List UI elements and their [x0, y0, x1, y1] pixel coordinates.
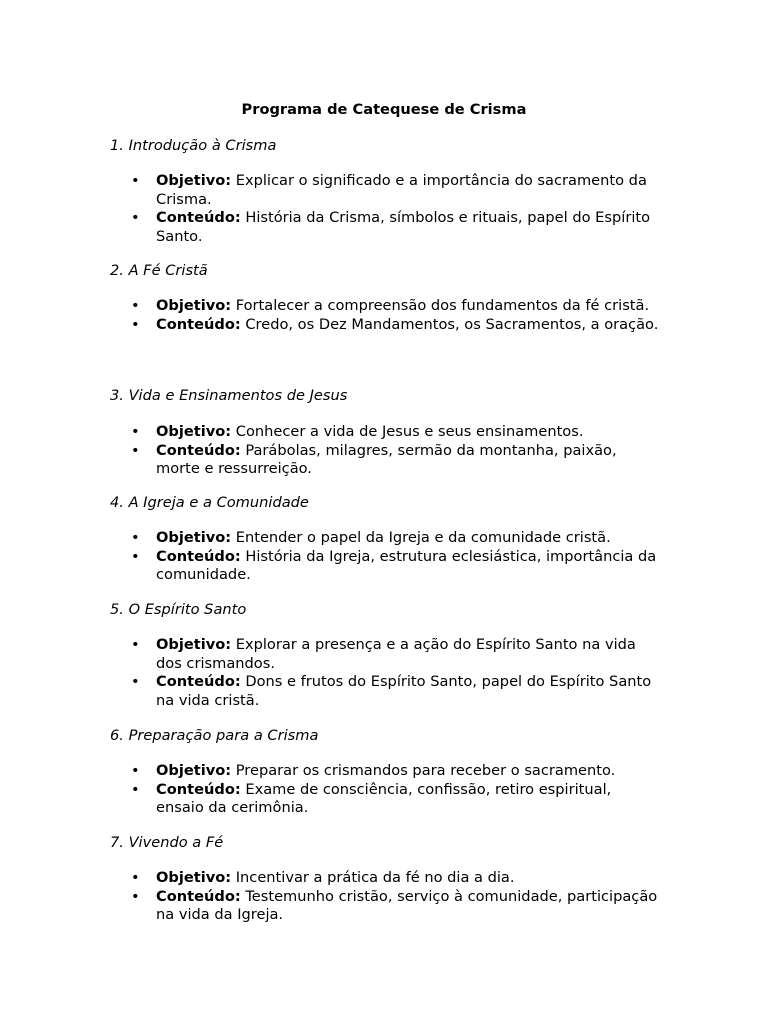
- bullet-icon: •: [131, 636, 140, 653]
- section-heading-6: 6. Preparação para a Crisma: [110, 727, 319, 744]
- objetivo-label: Objetivo:: [156, 529, 232, 546]
- conteudo-text: Parábolas, milagres, sermão da montanha, paixão, morte e ressurreição.: [156, 441, 617, 477]
- conteudo-label: Conteúdo:: [156, 441, 241, 459]
- objetivo-label: Objetivo:: [156, 636, 232, 653]
- objetivo-label: Objetivo:: [156, 869, 232, 886]
- section-4-list: [131, 529, 661, 585]
- document-title: Programa de Catequese de Crisma: [241, 101, 527, 118]
- section-heading-2: 2. A Fé Cristã: [110, 262, 208, 279]
- list-item: [131, 529, 661, 548]
- bullet-icon: •: [131, 172, 140, 189]
- bullet-icon: •: [131, 887, 140, 905]
- list-item: [131, 442, 661, 479]
- section-7-list: [131, 869, 661, 925]
- list-item: [131, 172, 661, 209]
- conteudo-text: Testemunho cristão, serviço à comunidade, participação na vida da Igreja.: [156, 887, 658, 923]
- list-item: [131, 209, 661, 246]
- list-item: [131, 869, 661, 888]
- objetivo-text: Preparar os crismandos para receber o sacramento.: [231, 762, 616, 779]
- bullet-icon: •: [131, 423, 140, 440]
- section-heading-5: 5. O Espírito Santo: [110, 601, 247, 618]
- bullet-icon: •: [131, 673, 140, 690]
- objetivo-label: Objetivo:: [156, 297, 232, 314]
- bullet-icon: •: [131, 762, 140, 779]
- list-item: [131, 297, 661, 316]
- section-2-list: [131, 297, 661, 334]
- bullet-icon: •: [131, 297, 140, 314]
- conteudo-text: História da Crisma, símbolos e rituais, papel do Espírito Santo.: [156, 209, 651, 245]
- conteudo-label: Conteúdo:: [156, 315, 241, 333]
- list-item: [131, 781, 661, 818]
- objetivo-label: Objetivo:: [156, 172, 232, 189]
- conteudo-text: Credo, os Dez Mandamentos, os Sacramentos, a oração.: [240, 315, 659, 333]
- section-heading-1: 1. Introdução à Crisma: [110, 137, 277, 154]
- section-1-list: [131, 172, 661, 246]
- objetivo-text: Incentivar a prática da fé no dia a dia.: [231, 869, 515, 886]
- conteudo-text: Dons e frutos do Espírito Santo, papel do Espírito Santo na vida cristã.: [156, 673, 652, 709]
- objetivo-text: Explorar a presença e a ação do Espírito Santo na vida dos crismandos.: [156, 636, 636, 672]
- objetivo-label: Objetivo:: [156, 762, 232, 779]
- list-item: [131, 316, 661, 335]
- bullet-icon: •: [131, 315, 140, 333]
- bullet-icon: •: [131, 441, 140, 459]
- section-heading-7: 7. Vivendo a Fé: [110, 834, 224, 851]
- section-5-list: [131, 636, 661, 710]
- conteudo-label: Conteúdo:: [156, 780, 241, 798]
- objetivo-text: Conhecer a vida de Jesus e seus ensinamentos.: [231, 423, 584, 440]
- bullet-icon: •: [131, 529, 140, 546]
- section-heading-4: 4. A Igreja e a Comunidade: [110, 494, 309, 511]
- bullet-icon: •: [131, 780, 140, 798]
- bullet-icon: •: [131, 209, 140, 226]
- conteudo-label: Conteúdo:: [156, 547, 241, 565]
- conteudo-label: Conteúdo:: [156, 209, 241, 226]
- section-heading-3: 3. Vida e Ensinamentos de Jesus: [110, 387, 348, 404]
- list-item: [131, 888, 661, 925]
- objetivo-label: Objetivo:: [156, 423, 232, 440]
- section-6-list: [131, 762, 661, 818]
- list-item: [131, 636, 661, 673]
- objetivo-text: Explicar o significado e a importância do sacramento da Crisma.: [156, 172, 647, 208]
- objetivo-text: Fortalecer a compreensão dos fundamentos da fé cristã.: [231, 297, 650, 314]
- conteudo-label: Conteúdo:: [156, 673, 241, 690]
- list-item: [131, 762, 661, 781]
- conteudo-text: História da Igreja, estrutura eclesiástica, importância da comunidade.: [156, 547, 657, 583]
- objetivo-text: Entender o papel da Igreja e da comunidade cristã.: [231, 529, 611, 546]
- bullet-icon: •: [131, 869, 140, 886]
- list-item: [131, 673, 661, 710]
- conteudo-label: Conteúdo:: [156, 887, 241, 905]
- bullet-icon: •: [131, 547, 140, 565]
- section-3-list: [131, 423, 661, 479]
- list-item: [131, 423, 661, 442]
- list-item: [131, 548, 661, 585]
- conteudo-text: Exame de consciência, confissão, retiro espiritual, ensaio da cerimônia.: [156, 780, 612, 816]
